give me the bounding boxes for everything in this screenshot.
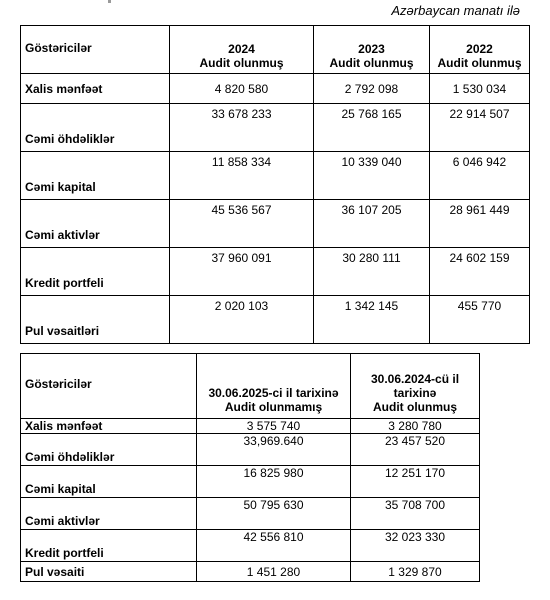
year-label: 2024	[228, 42, 255, 56]
row-label: Pul vəsaitləri	[21, 296, 170, 344]
cell-value: 2 792 098	[314, 74, 430, 104]
cell-value: 28 961 449	[430, 200, 530, 248]
interim-indicators-table	[20, 353, 480, 582]
cell-value: 1 451 280	[197, 562, 351, 582]
audit-status-label: Audit olunmuş	[437, 56, 522, 70]
table-row	[21, 419, 480, 434]
table-row	[21, 296, 530, 344]
audit-status-label: Audit olunmuş	[329, 56, 414, 70]
cell-value: 32 023 330	[351, 530, 480, 562]
cell-value: 11 858 334	[170, 152, 314, 200]
row-label: Cəmi öhdəliklər	[21, 434, 197, 466]
cell-value: 10 339 040	[314, 152, 430, 200]
table-row	[21, 104, 530, 152]
cell-value: 3 280 780	[351, 419, 480, 434]
cell-value: 23 457 520	[351, 434, 480, 466]
table-row	[21, 562, 480, 582]
cell-value: 1 530 034	[430, 74, 530, 104]
row-label: Kredit portfeli	[21, 248, 170, 296]
year-label: 2022	[466, 42, 493, 56]
date-label: 30.06.2025-ci il tarixinə	[208, 386, 339, 400]
table-row	[21, 466, 480, 498]
cell-value: 1 342 145	[314, 296, 430, 344]
table-row	[21, 200, 530, 248]
date-column-header	[351, 354, 480, 419]
table-row	[21, 74, 530, 104]
row-label: Cəmi öhdəliklər	[21, 104, 170, 152]
annual-indicators-table	[20, 25, 530, 344]
cell-value: 4 820 580	[170, 74, 314, 104]
audit-status-label: Audit olunmuş	[373, 400, 457, 414]
cell-value: 45 536 567	[170, 200, 314, 248]
cell-value: 35 708 700	[351, 498, 480, 530]
cell-value: 33,969.640	[197, 434, 351, 466]
cell-value: 37 960 091	[170, 248, 314, 296]
indicators-header: Göstəricilər	[21, 26, 170, 74]
crop-mark	[108, 0, 111, 3]
table-row	[21, 434, 480, 466]
cell-value: 2 020 103	[170, 296, 314, 344]
table-header-row	[21, 354, 480, 419]
currency-unit-note: Azərbaycan manatı ilə	[391, 3, 520, 18]
year-column-header	[170, 26, 314, 74]
row-label: Xalis mənfəət	[21, 419, 197, 434]
year-column-header	[430, 26, 530, 74]
cell-value: 12 251 170	[351, 466, 480, 498]
table-row	[21, 152, 530, 200]
row-label: Cəmi aktivlər	[21, 200, 170, 248]
cell-value: 25 768 165	[314, 104, 430, 152]
cell-value: 3 575 740	[197, 419, 351, 434]
table-header-row	[21, 26, 530, 74]
cell-value: 36 107 205	[314, 200, 430, 248]
table-row	[21, 498, 480, 530]
cell-value: 30 280 111	[314, 248, 430, 296]
date-label-suffix: tarixinə	[393, 386, 437, 400]
row-label: Xalis mənfəət	[21, 74, 170, 104]
cell-value: 42 556 810	[197, 530, 351, 562]
cell-value: 455 770	[430, 296, 530, 344]
audit-status-label: Audit olunmamış	[224, 400, 323, 414]
row-label: Kredit portfeli	[21, 530, 197, 562]
row-label: Pul vəsaiti	[21, 562, 197, 582]
date-column-header	[197, 354, 351, 419]
audit-status-label: Audit olunmuş	[199, 56, 284, 70]
year-column-header	[314, 26, 430, 74]
cell-value: 24 602 159	[430, 248, 530, 296]
year-label: 2023	[358, 42, 385, 56]
cell-value: 16 825 980	[197, 466, 351, 498]
table-row	[21, 530, 480, 562]
cell-value: 22 914 507	[430, 104, 530, 152]
cell-value: 6 046 942	[430, 152, 530, 200]
cell-value: 33 678 233	[170, 104, 314, 152]
table-row	[21, 248, 530, 296]
row-label: Cəmi kapital	[21, 152, 170, 200]
cell-value: 1 329 870	[351, 562, 480, 582]
indicators-header: Göstəricilər	[21, 354, 197, 419]
cell-value: 50 795 630	[197, 498, 351, 530]
row-label: Cəmi aktivlər	[21, 498, 197, 530]
row-label: Cəmi kapital	[21, 466, 197, 498]
date-label: 30.06.2024-cü il	[370, 372, 460, 386]
